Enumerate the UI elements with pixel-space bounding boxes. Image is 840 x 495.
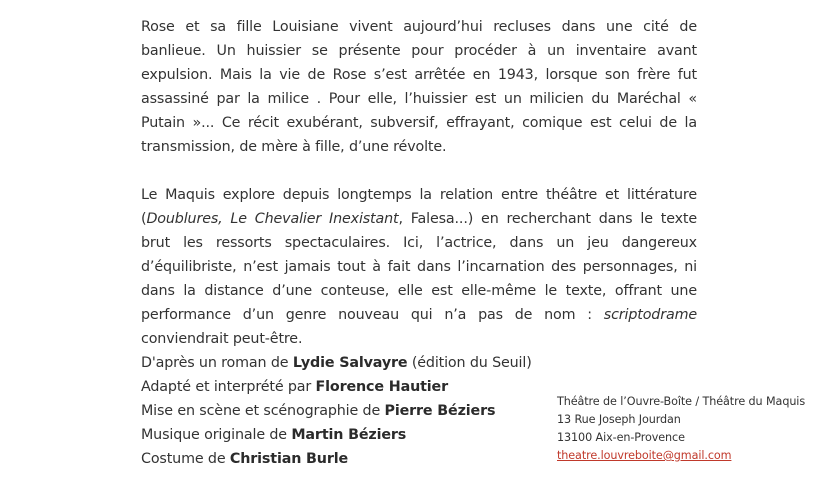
- credit-line-adaptation: [141, 375, 532, 399]
- credit-prefix: Musique originale de: [141, 427, 292, 443]
- credit-prefix: Mise en scène et scénographie de: [141, 403, 385, 419]
- credit-name: Christian Burle: [229, 451, 349, 467]
- credit-line-music: [141, 423, 532, 447]
- paragraph-2-italic-scriptodrame: scriptodrame: [603, 307, 697, 323]
- synopsis-paragraph-2: [141, 183, 697, 351]
- paragraph-2-text-start: Le Maquis explore depuis longtemps la relation entre théâtre et littérature (: [141, 187, 697, 227]
- credit-line-direction: [141, 399, 532, 423]
- contact-city: 13100 Aix-en-Provence: [557, 431, 685, 444]
- credit-name: Pierre Béziers: [384, 403, 496, 419]
- credit-prefix: Adapté et interprété par: [141, 379, 316, 395]
- paragraph-2-italic-titles: Doublures, Le Chevalier Inexistant: [146, 211, 399, 227]
- credit-prefix: Costume de: [141, 451, 230, 467]
- credit-name: Martin Béziers: [291, 427, 407, 443]
- credit-suffix: (édition du Seuil): [407, 355, 532, 371]
- credit-line-costume: [141, 447, 532, 471]
- contact-street: 13 Rue Joseph Jourdan: [557, 413, 681, 426]
- credits-list: [141, 351, 532, 471]
- synopsis-paragraph-1: Rose et sa fille Louisiane vivent aujourd’hui recluses dans une cité de banlieue. Un huissier se présente pour procéder à un inventaire avant expulsion. Mais la vie de Rose s’est arrêtée en 1943, lorsque son frère fut assassiné par la milice . Pour elle, l’huissier est un milicien du Maréchal « Putain »... Ce récit exubérant, subversif, effrayant, comique est celui de la transmission, de mère à fille, d’une révolte.: [141, 19, 697, 155]
- contact-venue: Théâtre de l’Ouvre-Boîte / Théâtre du Maquis: [557, 395, 806, 408]
- paragraph-2-text-end: conviendrait peut-être.: [141, 331, 303, 347]
- credit-prefix: D'après un roman de: [141, 355, 293, 371]
- contact-email-link[interactable]: theatre.louvreboite@gmail.com: [557, 449, 732, 462]
- credit-line-author: [141, 351, 532, 375]
- credit-name: Lydie Salvayre: [292, 355, 408, 371]
- paragraph-2-text-middle: , Falesa...) en recherchant dans le texte brut les ressorts spectaculaires. Ici, l’actrice, dans un jeu dangereux d’équilibriste, n’est jamais tout à fait dans l’incarnation des personnages, ni dans la distance d’une conteuse, elle est elle-même le texte, offrant une performance d’un genre nouveau qui n’a pas de nom :: [141, 211, 697, 323]
- contact-block: [557, 393, 805, 465]
- credit-name: Florence Hautier: [315, 379, 448, 395]
